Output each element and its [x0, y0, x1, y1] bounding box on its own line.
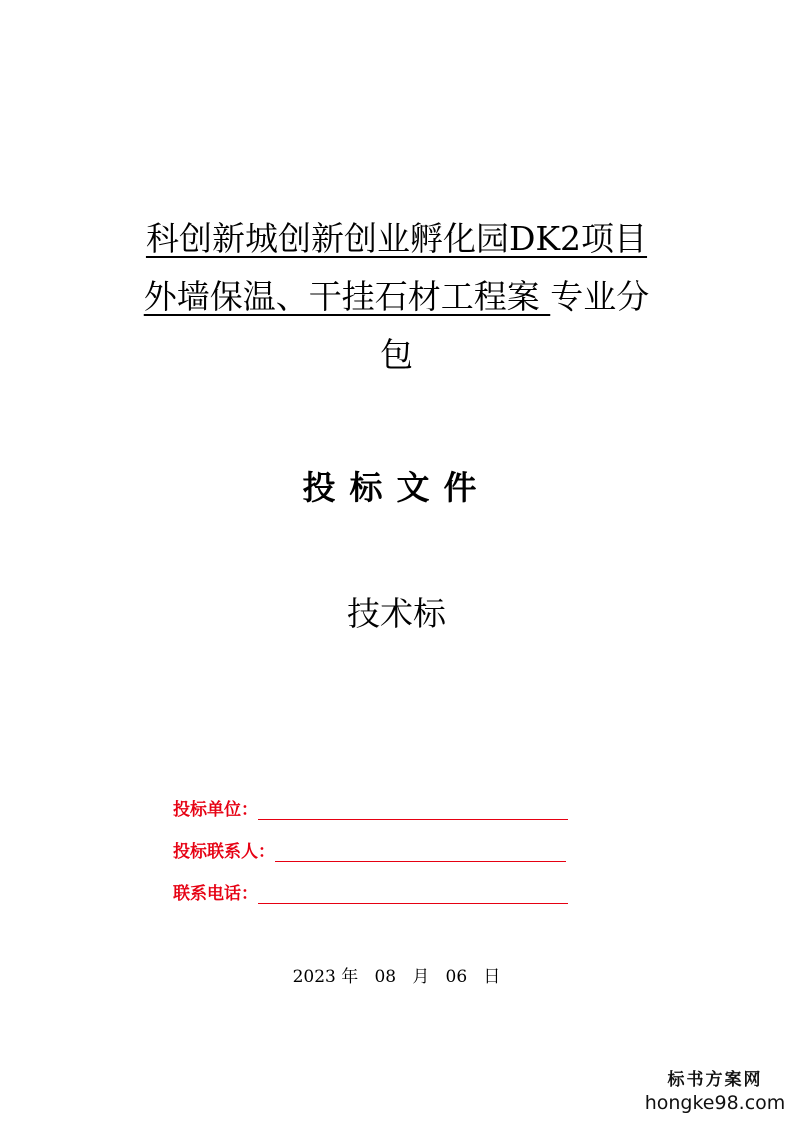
watermark-name: 标书方案网	[667, 1070, 763, 1090]
contact-phone-field[interactable]	[173, 878, 568, 904]
watermark	[640, 1065, 790, 1114]
watermark-url: hongke98.com	[644, 1092, 786, 1114]
contact-phone-label: 联系电话：	[173, 884, 258, 904]
bidder-unit-label: 投标单位：	[173, 800, 258, 820]
date-month-unit: 月	[412, 967, 430, 987]
date-year: 2023	[292, 967, 336, 987]
date-month: 08	[374, 967, 397, 987]
document-date	[0, 962, 793, 987]
document-title	[120, 210, 673, 384]
bidder-contact-label: 投标联系人：	[173, 842, 275, 862]
doc-subtype-heading: 技术标	[347, 594, 446, 633]
date-year-unit: 年	[341, 967, 359, 987]
bidder-contact-line[interactable]	[275, 841, 566, 862]
bidder-contact-field[interactable]	[173, 836, 566, 862]
title-line-3: 包	[380, 335, 413, 374]
title-line-2: 外墙保温、干挂石材工程案 专业分	[143, 277, 650, 316]
title-line-1: 科创新城创新创业孵化园DK2项目	[145, 219, 648, 258]
bidder-unit-field[interactable]	[173, 794, 568, 820]
date-day: 06	[445, 967, 468, 987]
bidder-unit-line[interactable]	[258, 799, 568, 820]
date-day-unit: 日	[483, 967, 501, 987]
doc-type-heading: 投标文件	[302, 468, 491, 507]
contact-phone-line[interactable]	[258, 883, 568, 904]
